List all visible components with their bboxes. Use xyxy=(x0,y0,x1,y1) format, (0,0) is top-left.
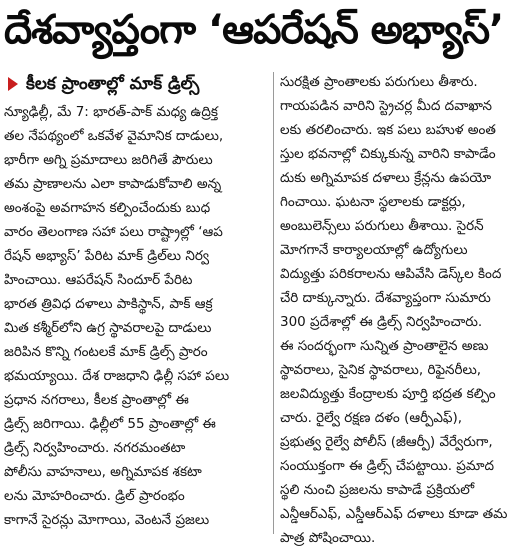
column-divider xyxy=(273,72,274,534)
body-line: భారీగా అగ్ని ప్రమాదాలు జరిగితే పౌరులు xyxy=(4,152,213,168)
body-line: ప్రభుత్వ రైల్వే పోలీస్ (జీఆర్పీ) వేర్వేరుగా, xyxy=(280,434,493,450)
body-line: స్తుల భవనాల్లో చిక్కుకున్న వారిని కాపాడేం xyxy=(280,146,496,162)
body-line: హించాయి. ఆపరేషన్ సిందూర్ పేరిట xyxy=(4,272,193,288)
body-line: రేషన్ అభ్యాస్’ పేరిట మాక్ డ్రిల్‌లు నిర్వ xyxy=(4,248,210,264)
article-subhead xyxy=(4,70,268,98)
body-line: గించాయి. ఘటనా స్థలాలకు డాక్టర్లు, xyxy=(280,194,466,210)
body-line: లను మోహరించారు. డ్రిల్ ప్రారంభం xyxy=(4,488,185,504)
body-line: విద్యుత్తు పరికరాలను ఆపివేసి డెస్క్‌ల కింద xyxy=(280,266,502,282)
body-line: మోగగానే కార్యాలయాల్లో ఉద్యోగులు xyxy=(280,242,468,258)
body-line: గాయపడిన వారిని స్ట్రెచర్ల మీద దవాఖాన xyxy=(280,98,492,114)
triangle-bullet-icon xyxy=(8,77,18,91)
body-line: సంయుక్తంగా ఈ డ్రిల్స్ చేపట్టాయి. ప్రమాద xyxy=(280,458,495,474)
body-line: జలవిద్యుత్తు కేంద్రాలకు పూర్తి భద్రత కల్పిం xyxy=(280,386,496,402)
body-line: సురక్షిత ప్రాంతాలకు పరుగులు తీశారు. xyxy=(280,74,478,90)
body-line: తమ ప్రాణాలను ఎలా కాపాడుకోవాలి అన్న xyxy=(4,176,222,192)
body-line: న్యూఢిల్లీ, మే 7: భారత్‌-పాక్ మధ్య ఉద్రిక్త xyxy=(4,104,218,120)
body-line: మిత కశ్మీర్‌లోని ఉగ్ర స్థావరాలపై దాడులు xyxy=(4,320,212,336)
body-line: పోలీసు వాహనాలు, అగ్నిమాపక శకటా xyxy=(4,464,202,480)
body-line: స్థలి నుంచి ప్రజలను కాపాడే ప్రక్రియలో xyxy=(280,482,475,498)
left-column xyxy=(4,70,268,532)
subhead-text: కీలక ప్రాంతాల్లో మాక్ డ్రిల్స్ xyxy=(26,74,200,94)
body-line: దుకు అగ్నిమాపక దళాలు క్రేన్లను ఉపయో xyxy=(280,170,492,186)
body-line: ఎన్డీఆర్ఎఫ్, ఎస్డీఆర్ఎఫ్ దళాలు కూడా తమ xyxy=(280,506,508,522)
body-line: తల నేపథ్యంలో ఒకవేళ వైమానిక దాడులు, xyxy=(4,128,224,144)
body-line: డ్రిల్స్ నిర్వహించారు. నగరమంతటా xyxy=(4,440,186,456)
body-line: భారత త్రివిధ దళాలు పాకిస్థాన్, పాక్ ఆక్ర xyxy=(4,296,213,312)
left-column-lines xyxy=(4,100,268,532)
body-line: స్థావరాలు, సైనిక స్థావరాలు, రిఫైనరీలు, xyxy=(280,362,482,378)
body-line: భమయ్యాయి. దేశ రాజధాని ఢిల్లీ సహా పలు xyxy=(4,368,230,384)
body-line: అంశంపై అవగాహన కల్పించేందుకు బుధ xyxy=(4,200,211,216)
body-line: చారు. రైల్వే రక్షణ దళం (ఆర్పీఎఫ్), xyxy=(280,410,463,426)
body-line: 300 ప్రదేశాల్లో ఈ డ్రిల్స్ నిర్వహించారు. xyxy=(280,314,483,330)
body-line: వారం తెలంగాణ సహా పలు రాష్ట్రాల్లో ‘ఆప xyxy=(4,224,223,240)
body-line: ప్రధాన నగరాలు, కీలక ప్రాంతాల్లో ఈ xyxy=(4,392,189,408)
body-line: అంబులెన్స్‌లు పరుగులు తీశాయి. సైరన్ xyxy=(280,218,484,234)
body-line: చేరి దాక్కున్నారు. దేశవ్యాప్తంగా సుమారు xyxy=(280,290,491,306)
right-column xyxy=(280,70,512,550)
body-line: పాత్ర పోషించాయి. xyxy=(280,530,376,546)
body-line: ఈ సందర్భంగా సున్నిత ప్రాంతాలైన అణు xyxy=(280,338,489,354)
body-line: జరిపిన కొన్ని గంటలకే మాక్ డ్రిల్స్ ప్రారం xyxy=(4,344,208,360)
article-headline: దేశవ్యాప్తంగా ‘ఆపరేషన్ అభ్యాస్’ xyxy=(4,7,504,53)
body-line: కాగానే సైరన్లు మోగాయి, వెంటనే ప్రజలు xyxy=(4,512,210,528)
body-line: డ్రిల్స్ జరిగాయి. ఢిల్లీలో 55 ప్రాంతాల్లో ఈ xyxy=(4,416,216,432)
body-line: లకు తరలించారు. ఇక పలు బహుళ అంత xyxy=(280,122,496,138)
